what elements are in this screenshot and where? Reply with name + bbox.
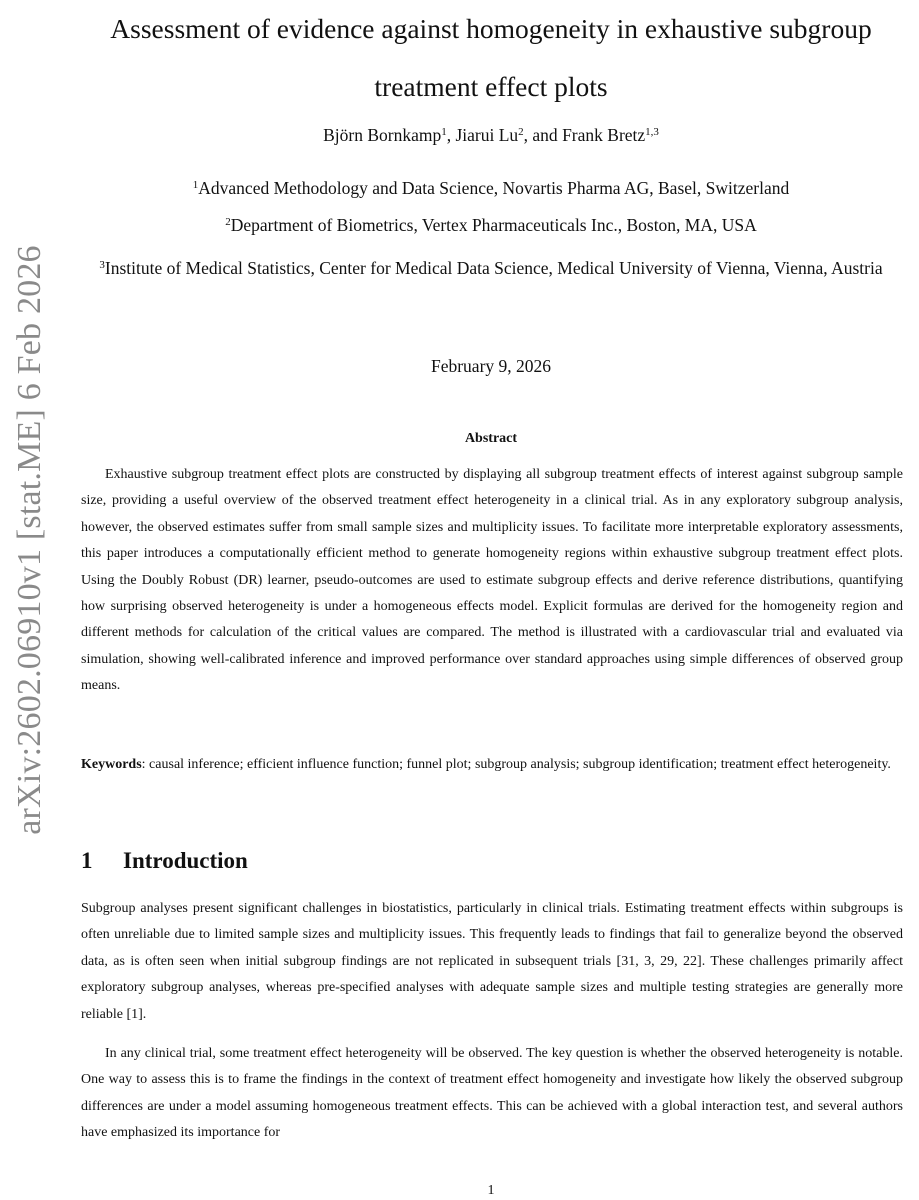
section-title: Introduction bbox=[123, 848, 248, 873]
author-list: Björn Bornkamp$^1$, Jiarui Lu$^2$, and Frank Bretz$^{1,3}$ bbox=[323, 125, 659, 145]
affiliation-mark: 3 bbox=[99, 258, 105, 271]
author-name: Jiarui Lu bbox=[455, 125, 519, 145]
affiliation-text: Department of Biometrics, Vertex Pharmaceuticals Inc., Boston, MA, USA bbox=[230, 215, 757, 235]
body-paragraph: Subgroup analyses present significant challenges in biostatistics, particularly in clinical trials. Estimating treatment effects within subgroups is often unreliable due to limited sample sizes and multiplicity issues. This frequently leads to findings that fail to generalize beyond the observed data, as is often seen when initial subgroup findings are not replicated in subsequent trials [31, 3, 29, 22]. These challenges primarily affect exploratory subgroup analyses, whereas pre-specified analyses with adequate sample sizes and multiple testing strategies are generally more reliable [1]. bbox=[81, 901, 903, 1022]
arxiv-identifier: arXiv:2602.06910v1 [stat.ME] 6 Feb 2026 bbox=[11, 245, 48, 835]
affiliation-mark: 2 bbox=[225, 215, 231, 228]
affiliation bbox=[60, 176, 919, 200]
keywords-text: : causal inference; efficient influence function; funnel plot; subgroup analysis; subgroup identification; treatment effect heterogeneity. bbox=[141, 757, 891, 772]
keywords-label: Keywords bbox=[81, 757, 142, 772]
affiliation bbox=[60, 213, 919, 237]
author-affiliation-mark: 1,3 bbox=[645, 125, 659, 138]
keywords bbox=[81, 752, 903, 778]
abstract-text: Exhaustive subgroup treatment effect plots are constructed by displaying all subgroup treatment effects of interest against subgroup sample size, providing a useful overview of the observed treatment effect heterogeneity in a clinical trial. As in any exploratory subgroup analysis, however, the observed estimates suffer from small sample sizes and multiplicity issues. To facilitate more interpretable exploratory assessments, this paper introduces a computationally efficient method to generate homogeneity regions within exhaustive subgroup treatment effect plots. Using the Doubly Robust (DR) learner, pseudo-outcomes are used to estimate subgroup effects and derive reference distributions, quantifying how surprising observed heterogeneity is under a homogeneous effects model. Explicit formulas are derived for the homogeneity region and different methods for calculation of the critical values are compared. The method is illustrated with a cardiovascular trial and evaluated via simulation, showing well-calibrated inference and improved performance over standard approaches using simple differences of observed group means. bbox=[81, 467, 903, 694]
abstract-heading: Abstract bbox=[464, 431, 518, 446]
paper-title: Assessment of evidence against homogeneity in exhaustive subgroup treatment effect plots bbox=[110, 13, 872, 102]
author-affiliation-mark: 2 bbox=[518, 125, 524, 138]
page-number: 1 bbox=[487, 1183, 495, 1198]
body-paragraph: In any clinical trial, some treatment effect heterogeneity will be observed. The key question is whether the observed heterogeneity is notable. One way to assess this is to frame the findings in the context of treatment effect homogeneity and investigate how likely the observed subgroup differences are under a model assuming homogeneous treatment effects. This can be achieved with a global interaction test, and several authors have emphasized its importance for bbox=[81, 1046, 903, 1141]
author-name: Björn Bornkamp bbox=[323, 125, 442, 145]
affiliation-mark: 1 bbox=[192, 178, 199, 191]
author-name: Frank Bretz bbox=[562, 125, 646, 145]
author-affiliation-mark: 1 bbox=[441, 125, 447, 138]
section-heading bbox=[81, 843, 248, 879]
affiliation-text: Advanced Methodology and Data Science, Novartis Pharma AG, Basel, Switzerland bbox=[198, 178, 790, 198]
affiliation bbox=[60, 250, 919, 287]
publication-date: February 9, 2026 bbox=[430, 356, 552, 376]
affiliation-text: Institute of Medical Statistics, Center for Medical Data Science, Medical University of Vienna, Vienna, Austria bbox=[104, 258, 883, 278]
section-number: 1 bbox=[81, 848, 93, 873]
